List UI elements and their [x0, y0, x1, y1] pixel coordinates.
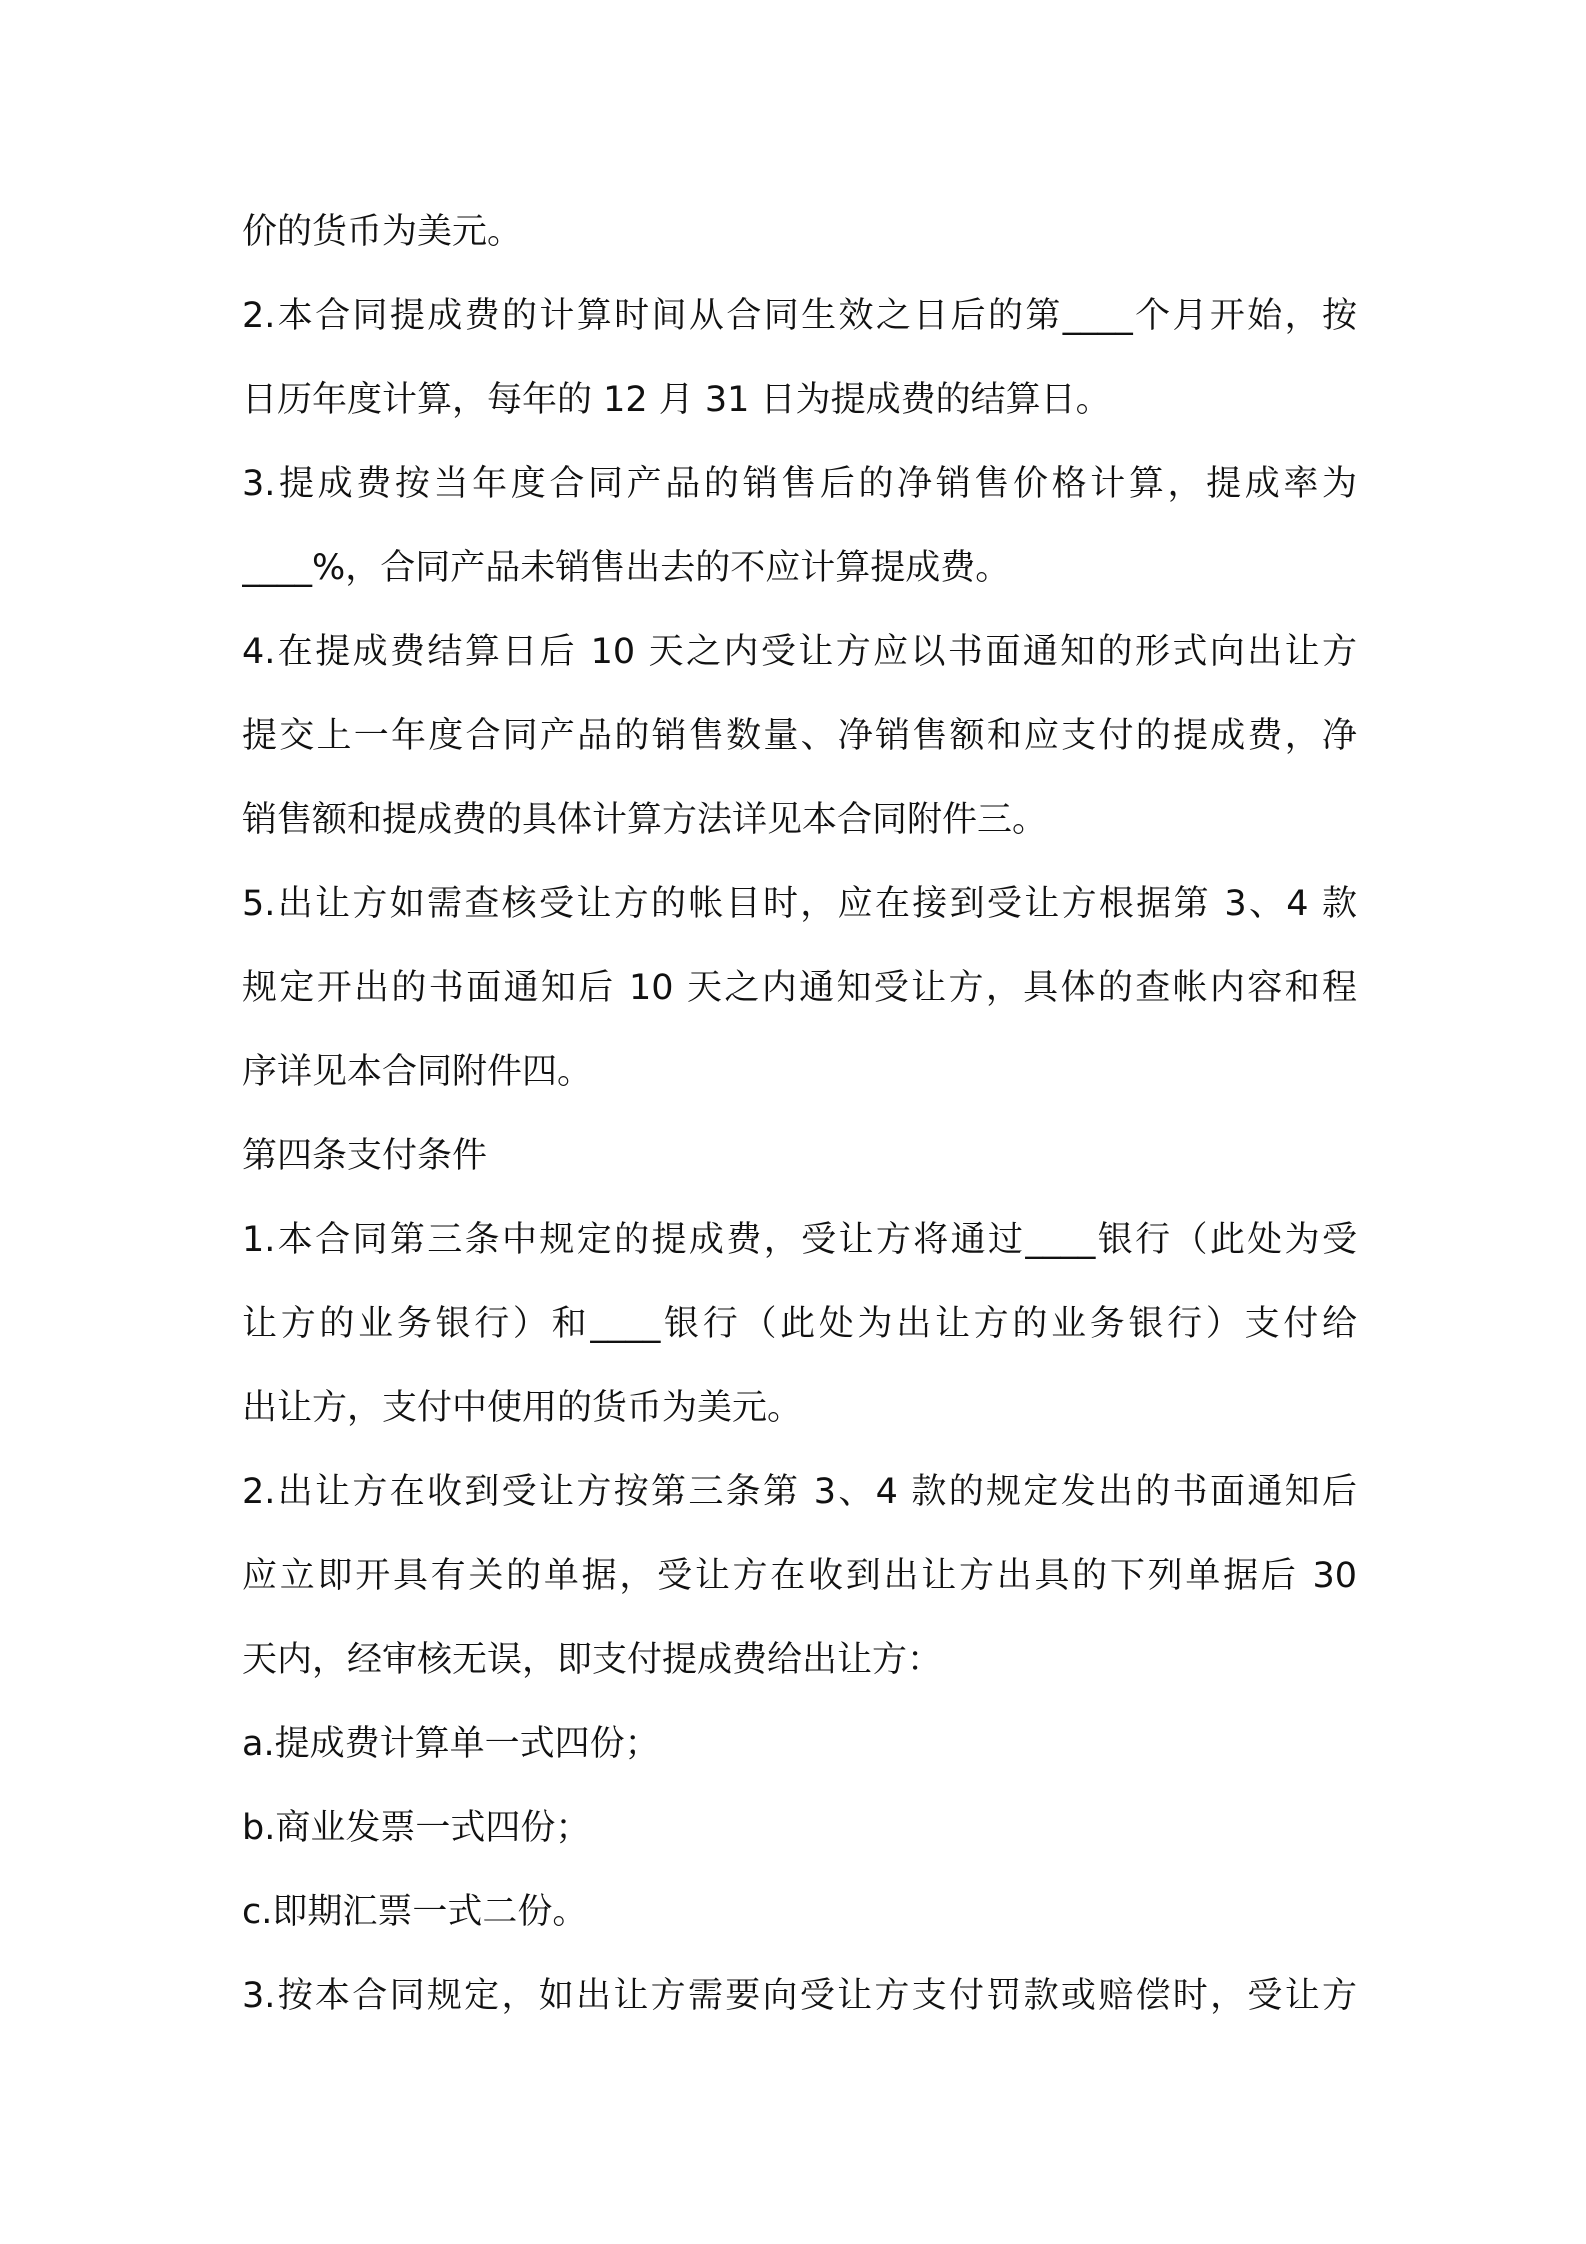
section-heading: 第四条支付条件	[242, 1136, 488, 1176]
text-line-6: 4.在提成费结算日后 10 天之内受让方应以书面通知的形式向出让方	[242, 632, 1357, 672]
list-item-b: b.商业发票一式四份；	[242, 1808, 591, 1848]
list-item-a: a.提成费计算单一式四份；	[242, 1724, 660, 1764]
text-line-7: 提交上一年度合同产品的销售数量、净销售额和应支付的提成费，净	[242, 716, 1357, 756]
text-line-2: 2.本合同提成费的计算时间从合同生效之日后的第____个月开始，按	[242, 296, 1357, 336]
list-item-c: c.即期汇票一式二份。	[242, 1892, 588, 1932]
text-line-13: 1.本合同第三条中规定的提成费，受让方将通过____银行（此处为受	[242, 1220, 1357, 1260]
text-line-9: 5.出让方如需查核受让方的帐目时，应在接到受让方根据第 3、4 款	[242, 884, 1357, 924]
text-line-22: 3.按本合同规定，如出让方需要向受让方支付罚款或赔偿时，受让方	[242, 1976, 1357, 2016]
text-line-14: 让方的业务银行）和____银行（此处为出让方的业务银行）支付给	[242, 1304, 1357, 1344]
text-line-5: ____%，合同产品未销售出去的不应计算提成费。	[242, 548, 1011, 588]
text-line-4: 3.提成费按当年度合同产品的销售后的净销售价格计算，提成率为	[242, 464, 1357, 504]
text-line-17: 应立即开具有关的单据，受让方在收到出让方出具的下列单据后 30	[242, 1556, 1357, 1596]
text-line-16: 2.出让方在收到受让方按第三条第 3、4 款的规定发出的书面通知后	[242, 1472, 1357, 1512]
text-line-15: 出让方，支付中使用的货币为美元。	[242, 1388, 803, 1428]
text-line-8: 销售额和提成费的具体计算方法详见本合同附件三。	[242, 800, 1048, 840]
text-line-11: 序详见本合同附件四。	[242, 1052, 593, 1092]
text-line-10: 规定开出的书面通知后 10 天之内通知受让方，具体的查帐内容和程	[242, 968, 1357, 1008]
text-line-18: 天内，经审核无误，即支付提成费给出让方：	[242, 1640, 943, 1680]
document-body	[242, 190, 1357, 2038]
text-line-1: 价的货币为美元。	[242, 212, 523, 252]
text-line-3: 日历年度计算，每年的 12 月 31 日为提成费的结算日。	[242, 380, 1111, 420]
